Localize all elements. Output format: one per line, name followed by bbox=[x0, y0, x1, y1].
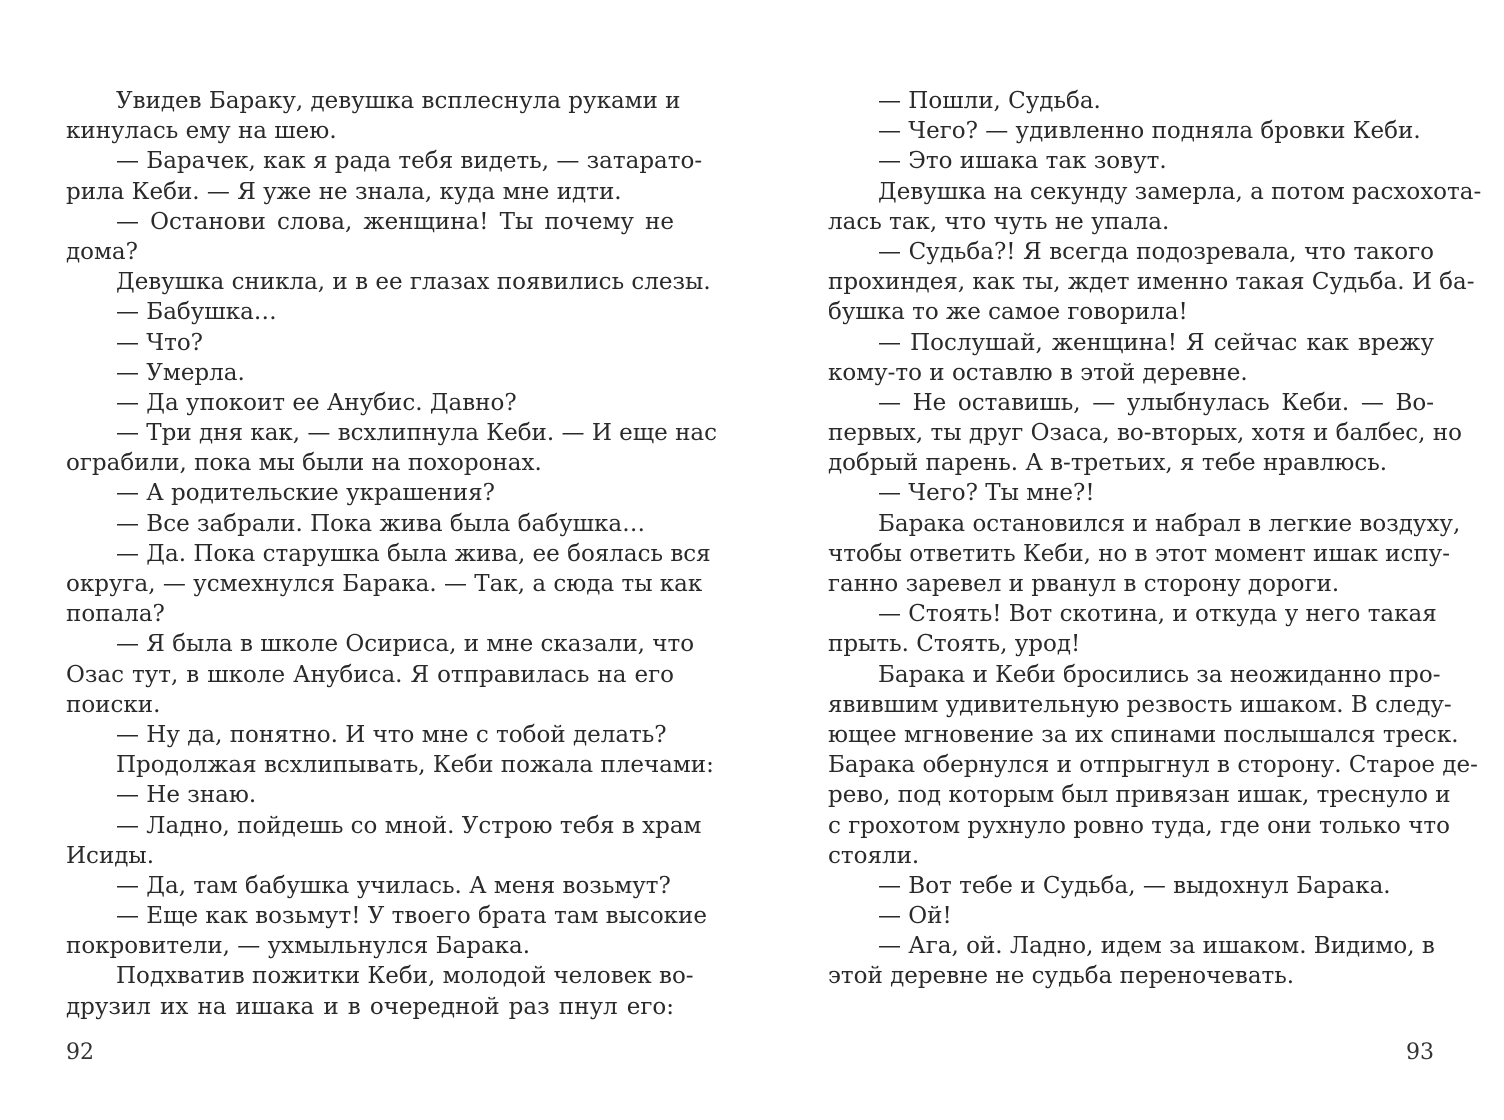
text-line: — Останови слова, женщина! Ты почему не bbox=[116, 208, 674, 235]
page-number: 93 bbox=[1406, 1040, 1434, 1065]
text-line: — Бабушка… bbox=[116, 299, 277, 326]
text-line: прыть. Стоять, урод! bbox=[828, 631, 1081, 658]
text-line: Продолжая всхлипывать, Кеби пожала плечами: bbox=[116, 752, 714, 779]
text-line: Барака остановился и набрал в легкие воздуху, bbox=[878, 510, 1461, 537]
text-line: — Не знаю. bbox=[116, 782, 257, 809]
text-line: — Что? bbox=[116, 329, 203, 356]
text-line: рево, под которым был привязан ишак, треснуло и bbox=[828, 782, 1451, 809]
left-page-text bbox=[66, 86, 718, 1022]
text-line: первых, ты друг Озаса, во-вторых, хотя и балбес, но bbox=[828, 420, 1462, 447]
text-line: Барака и Кеби бросились за неожиданно про- bbox=[878, 661, 1441, 688]
text-line: Барака обернулся и отпрыгнул в сторону. Старое де- bbox=[828, 752, 1478, 779]
text-line: — Еще как возьмут! У твоего брата там высокие bbox=[116, 903, 707, 930]
text-line: — А родительские украшения? bbox=[116, 480, 495, 507]
text-line: стояли. bbox=[828, 842, 920, 869]
text-line: Исиды. bbox=[66, 842, 155, 869]
text-line: — Судьба?! Я всегда подозревала, что такого bbox=[878, 238, 1434, 265]
text-line: — Я была в школе Осириса, и мне сказали, что bbox=[116, 631, 695, 658]
text-line: — Ой! bbox=[878, 903, 952, 930]
text-line: — Это ишака так зовут. bbox=[878, 148, 1167, 175]
text-line: — Стоять! Вот скотина, и откуда у него такая bbox=[878, 601, 1437, 628]
text-line: — Да. Пока старушка была жива, ее боялась вся bbox=[116, 540, 711, 567]
text-line: — Барачек, как я рада тебя видеть, — затарато- bbox=[116, 148, 703, 175]
text-line: этой деревне не судьба переночевать. bbox=[828, 963, 1295, 990]
right-page bbox=[752, 0, 1504, 1120]
text-line: Озас тут, в школе Анубиса. Я отправилась на его bbox=[66, 661, 674, 688]
text-line: Подхватив пожитки Кеби, молодой человек во- bbox=[116, 963, 694, 990]
text-line: — Послушай, женщина! Я сейчас как врежу bbox=[878, 329, 1434, 356]
text-line: — Все забрали. Пока жива была бабушка… bbox=[116, 510, 646, 537]
text-line: — Чего? — удивленно подняла бровки Кеби. bbox=[878, 118, 1421, 145]
text-line: Девушка сникла, и в ее глазах появились слезы. bbox=[116, 269, 711, 296]
text-line: Увидев Бараку, девушка всплеснула руками и bbox=[116, 88, 681, 114]
page-number: 92 bbox=[66, 1040, 94, 1065]
text-line: прохиндея, как ты, ждет именно такая Судьба. И ба- bbox=[828, 269, 1475, 296]
text-line: округа, — усмехнулся Барака. — Так, а сюда ты как bbox=[66, 571, 703, 597]
text-line: явившим удивительную резвость ишаком. В следу- bbox=[828, 691, 1452, 718]
text-line: ограбили, пока мы были на похоронах. bbox=[66, 450, 542, 477]
text-line: кинулась ему на шею. bbox=[66, 118, 337, 145]
text-line: — Умерла. bbox=[116, 359, 245, 386]
text-line: — Ну да, понятно. И что мне с тобой делать? bbox=[116, 721, 667, 748]
text-line: с грохотом рухнуло ровно туда, где они только что bbox=[828, 812, 1450, 839]
text-line: попала? bbox=[66, 601, 165, 628]
text-line: покровители, — ухмыльнулся Барака. bbox=[66, 933, 531, 960]
text-line: — Три дня как, — всхлипнула Кеби. — И еще нас bbox=[116, 420, 718, 447]
text-line: Девушка на секунду замерла, а потом расхохота- bbox=[878, 178, 1482, 205]
text-line: — Да, там бабушка училась. А меня возьмут? bbox=[116, 872, 671, 899]
text-line: — Не оставишь, — улыбнулась Кеби. — Во- bbox=[878, 389, 1434, 416]
text-line: поиски. bbox=[66, 691, 161, 718]
text-line: — Чего? Ты мне?! bbox=[878, 480, 1095, 507]
text-line: — Пошли, Судьба. bbox=[878, 88, 1101, 114]
text-line: — Вот тебе и Судьба, — выдохнул Барака. bbox=[878, 872, 1391, 899]
text-line: чтобы ответить Кеби, но в этот момент ишак испу- bbox=[828, 540, 1450, 567]
text-line: — Ага, ой. Ладно, идем за ишаком. Видимо, в bbox=[878, 933, 1435, 960]
text-line: — Да упокоит ее Анубис. Давно? bbox=[116, 389, 517, 416]
right-page-text bbox=[828, 86, 1482, 992]
text-line: добрый парень. А в-третьих, я тебе нравлюсь. bbox=[828, 450, 1388, 477]
text-line: дома? bbox=[66, 238, 138, 265]
text-line: лась так, что чуть не упала. bbox=[828, 208, 1170, 235]
text-line: ганно заревел и рванул в сторону дороги. bbox=[828, 571, 1340, 597]
text-line: бушка то же самое говорила! bbox=[828, 299, 1188, 326]
text-line: — Ладно, пойдешь со мной. Устрою тебя в храм bbox=[116, 812, 702, 839]
text-line: рила Кеби. — Я уже не знала, куда мне идти. bbox=[66, 178, 622, 205]
text-line: ющее мгновение за их спинами послышался треск. bbox=[828, 721, 1459, 748]
text-line: друзил их на ишака и в очередной раз пнул его: bbox=[66, 993, 674, 1020]
text-line: кому-то и оставлю в этой деревне. bbox=[828, 359, 1248, 386]
